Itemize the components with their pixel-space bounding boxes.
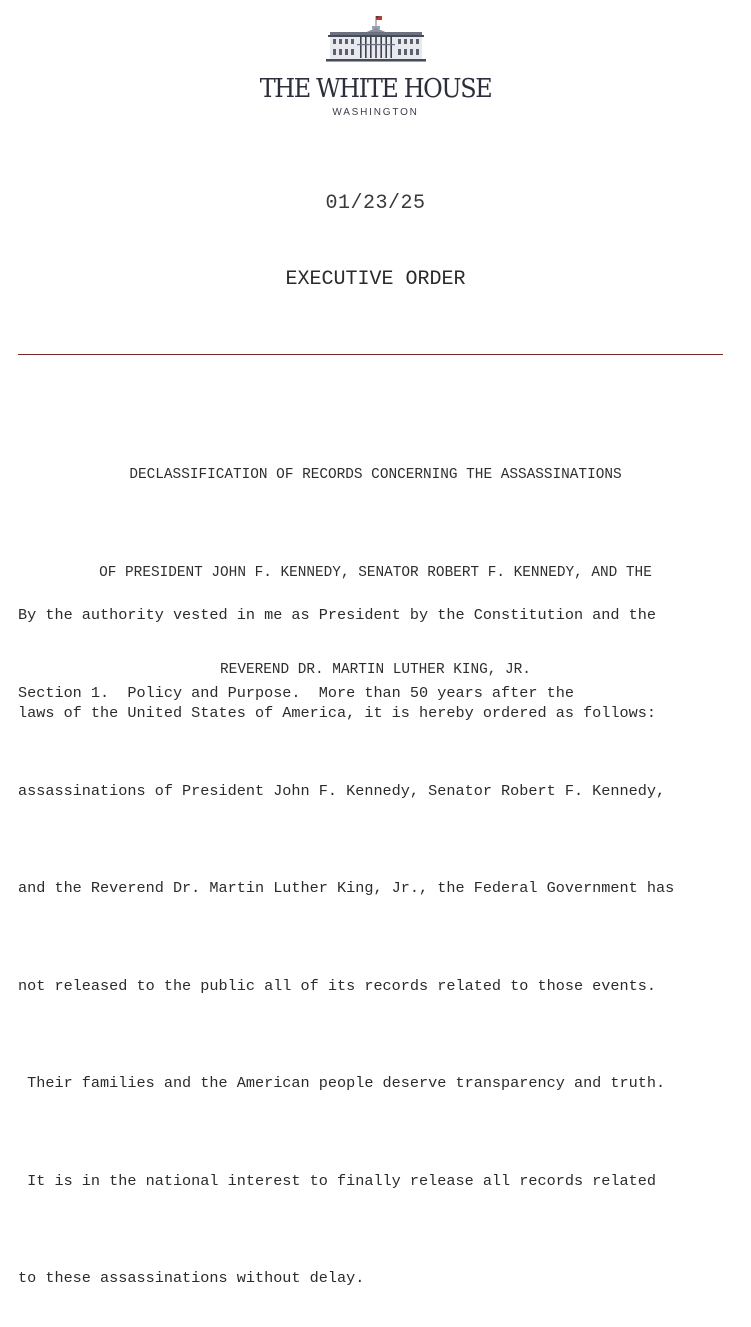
order-title-line: OF PRESIDENT JOHN F. KENNEDY, SENATOR ROBERT F. KENNEDY, AND THE	[99, 564, 652, 581]
section-1-paragraph	[18, 612, 738, 1327]
preamble-line: laws of the United States of America, it is hereby ordered as follows:	[18, 703, 656, 722]
section-1-line: Their families and the American people deserve transparency and truth.	[18, 1074, 666, 1092]
document-type-heading: EXECUTIVE ORDER	[285, 268, 466, 291]
divider-rule	[18, 354, 723, 355]
letterhead-title: THE WHITE HOUSE	[259, 74, 492, 104]
letterhead-subtitle: WASHINGTON	[332, 107, 419, 118]
order-title-line: REVEREND DR. MARTIN LUTHER KING, JR.	[220, 662, 531, 678]
order-title-line: DECLASSIFICATION OF RECORDS CONCERNING THE ASSASSINATIONS	[129, 467, 622, 483]
preamble-line: By the authority vested in me as President by the Constitution and the	[18, 606, 656, 624]
letterhead	[0, 14, 751, 118]
section-1-line: and the Reverend Dr. Martin Luther King, Jr., the Federal Government has	[18, 879, 675, 897]
section-1-line: It is in the national interest to finally release all records related	[18, 1171, 656, 1190]
section-1-line: Section 1. Policy and Purpose. More than 50 years after the	[18, 684, 574, 702]
section-1-line: not released to the public all of its records related to those events.	[18, 976, 656, 995]
order-date: 01/23/25	[325, 192, 426, 215]
section-1-line: to these assassinations without delay.	[18, 1269, 365, 1287]
white-house-building-icon	[326, 14, 426, 64]
section-1-line: assassinations of President John F. Kennedy, Senator Robert F. Kennedy,	[18, 781, 666, 800]
